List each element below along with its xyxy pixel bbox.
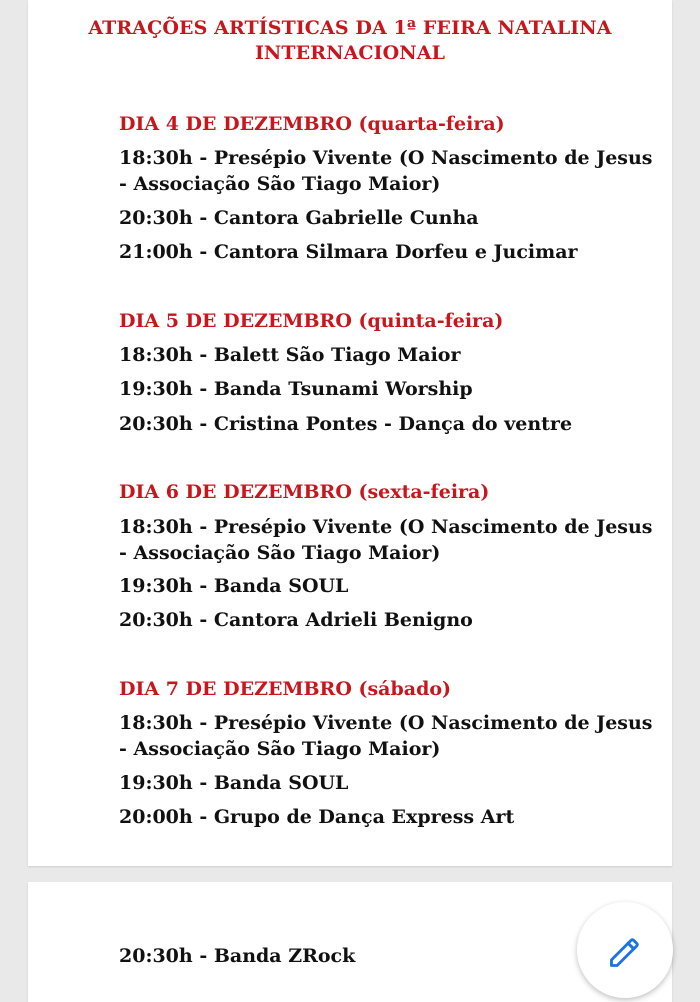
schedule-item: 18:30h - Balett São Tiago Maior [119,344,461,366]
page-title-line-1: ATRAÇÕES ARTÍSTICAS DA 1ª FEIRA NATALINA [88,17,612,39]
schedule-item [119,145,653,197]
schedule-item: 20:30h - Cantora Gabrielle Cunha [119,207,479,229]
schedule-item: 20:30h - Banda ZRock [119,945,356,967]
schedule-item [119,710,653,762]
schedule-item: 20:00h - Grupo de Dança Express Art [119,806,515,828]
day-heading-6: DIA 6 DE DEZEMBRO (sexta-feira) [119,481,490,503]
schedule-item: 19:30h - Banda SOUL [119,575,349,597]
edit-fab-button[interactable] [577,902,673,998]
schedule-item-line-1: 18:30h - Presépio Vivente (O Nascimento de Jesus [119,516,653,538]
schedule-item-line-1: 18:30h - Presépio Vivente (O Nascimento de Jesus [119,712,653,734]
schedule-item-line-2: - Associação São Tiago Maior) [119,173,441,195]
day-heading-7: DIA 7 DE DEZEMBRO (sábado) [119,678,452,700]
page-title-line-2: INTERNACIONAL [254,42,446,64]
schedule-item: 21:00h - Cantora Silmara Dorfeu e Jucimar [119,241,578,263]
schedule-item: 19:30h - Banda SOUL [119,772,349,794]
day-heading-5: DIA 5 DE DEZEMBRO (quinta-feira) [119,310,504,332]
schedule-item-line-1: 18:30h - Presépio Vivente (O Nascimento de Jesus [119,147,653,169]
schedule-item-line-2: - Associação São Tiago Maior) [119,542,441,564]
schedule-card [28,0,672,866]
schedule-item-line-2: - Associação São Tiago Maior) [119,738,441,760]
day-heading-4: DIA 4 DE DEZEMBRO (quarta-feira) [119,113,505,135]
page-title [28,16,672,66]
second-card [28,882,672,1002]
schedule-item: 19:30h - Banda Tsunami Worship [119,378,473,400]
schedule-item: 20:30h - Cantora Adrieli Benigno [119,609,473,631]
schedule-item [119,514,653,566]
schedule-item: 20:30h - Cristina Pontes - Dança do ventre [119,413,573,435]
pencil-icon [607,934,643,970]
